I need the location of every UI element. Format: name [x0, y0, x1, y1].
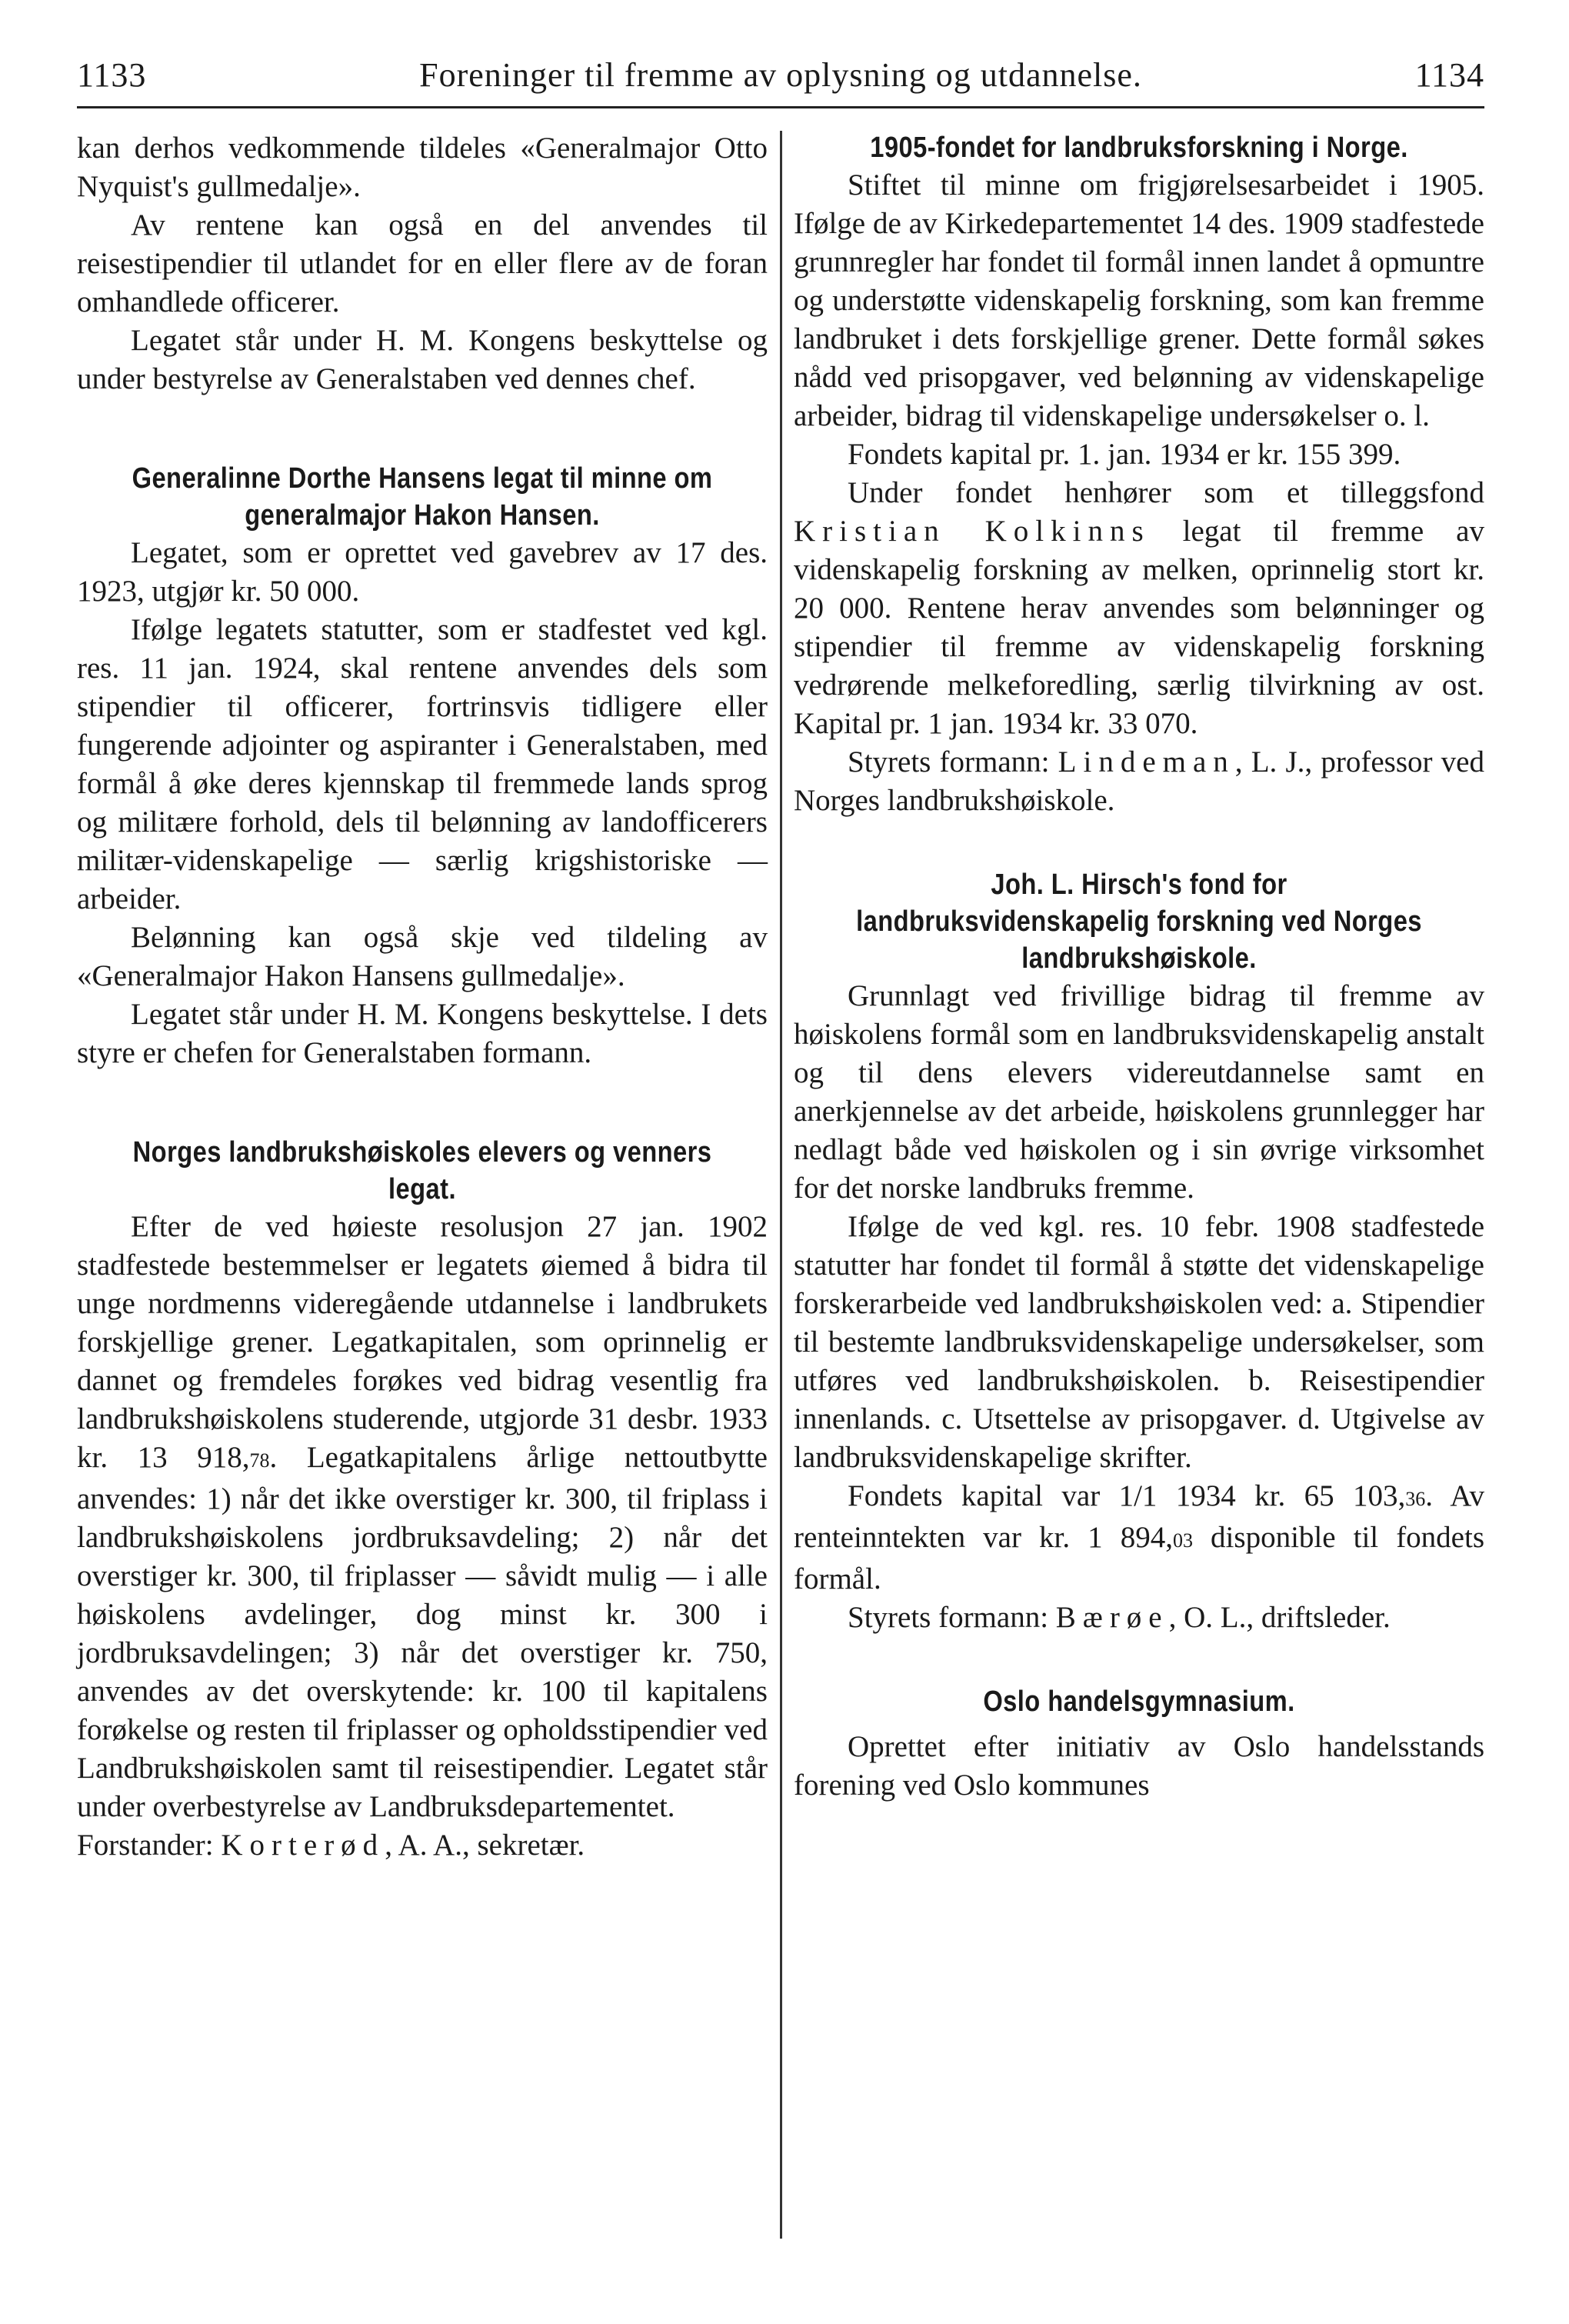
section-heading: Generalinne Dorthe Hansens legat til minne om generalmajor Hakon Hansen.: [132, 462, 713, 532]
paragraph: Legatet står under H. M. Kongens beskyttelse. I dets styre er chefen for Generalstaben formann.: [77, 998, 768, 1069]
paragraph: Legatet, som er oprettet ved gavebrev av 17 des. 1923, utgjør kr. 50 000.: [77, 536, 768, 608]
section-heading: Oslo handelsgymnasium.: [983, 1685, 1295, 1718]
paragraph: Efter de ved høieste resolusjon 27 jan. 1902 stadfestede bestemmelser er legatets øiemed å bidra til unge nordmenns videregående utdannelse i landbrukets forskjellige grener. Legatkapitalen, som oprinnelig er dannet og fremdeles forøkes ved bidrag vesentlig fra landbrukshøiskolens studerende, utgjorde 31 desbr. 1933 kr. 13 918,78. Legatkapitalens årlige nettoutbytte anvendes: 1) når det ikke overstiger kr. 300, til friplass i landbrukshøiskolens jordbruksavdeling; 2) når det overstiger kr. 300, til friplasser — såvidt mulig — i alle høiskolens avdelinger, dog minst kr. 300 i jordbruksavdelingen; 3) når det overstiger kr. 750, anvendes av det overskytende: kr. 100 til kapitalens forøkelse og resten til friplasser og opholdsstipendier ved Landbrukshøiskolen samt til reisestipendier. Legatet står under overbestyrelse av Landbruksdepartementet.: [77, 1210, 768, 1823]
page-header: [77, 55, 1484, 105]
header-rule: [77, 106, 1484, 108]
paragraph: Fondets kapital pr. 1. jan. 1934 er kr. 155 399.: [848, 438, 1401, 471]
page-number-right: 1134: [1414, 56, 1484, 94]
paragraph: Grunnlagt ved frivillige bidrag til fremme av høiskolens formål som en landbruksvidenskapelig anstalt og til dens elevers videreutdannelse samt en anerkjennelse av det arbeide, høiskolens grunnlegger har nedlagt både ved høiskolen og i sin øvrige virksomhet for det norske landbruks fremme.: [794, 979, 1484, 1205]
page-number-left: 1133: [77, 56, 147, 94]
paragraph: Ifølge de ved kgl. res. 10 febr. 1908 stadfestede statutter har fondet til formål å støtte det videnskapelige forskerarbeide ved landbrukshøiskolen ved: a. Stipendier til bestemte landbruksvidenskapelige undersøkelser, som utføres ved landbrukshøiskolen. b. Reisestipendier innenlands. c. Utsettelse av prisopgaver. d. Utgivelse av landbruksvidenskapelige skrifter.: [794, 1210, 1484, 1474]
left-column: [77, 129, 768, 1865]
paragraph: Ifølge legatets statutter, som er stadfestet ved kgl. res. 11 jan. 1924, skal rentene anvendes dels som stipendier til officerer, fortrinsvis tidligere eller fungerende adjointer og aspiranter i Generalstaben, med formål å øke deres kjennskap til fremmede lands sprog og militære forhold, dels til belønning av landofficerers militær-videnskapelige — særlig krigshistoriske — arbeider.: [77, 613, 768, 915]
paragraph: Oprettet efter initiativ av Oslo handelsstands forening ved Oslo kommunes: [794, 1730, 1484, 1802]
paragraph: Styrets formann: Lindeman, L. J., professor ved Norges landbrukshøiskole.: [794, 745, 1484, 817]
paragraph: Styrets formann: Bærøe, O. L., driftsleder.: [848, 1601, 1391, 1634]
paragraph: Av rentene kan også en del anvendes til reisestipendier til utlandet for en eller flere av de foran omhandlede officerer.: [77, 208, 768, 318]
section-heading: Norges landbrukshøiskoles elevers og venners legat.: [132, 1136, 712, 1205]
signature-line: Forstander: Korterød, A. A., sekretær.: [77, 1829, 585, 1862]
paragraph: Under fondet henhører som et tilleggsfond Kristian Kolkinns legat til fremme av videnskapelig forskning av melken, oprinnelig stort kr. 20 000. Rentene herav anvendes som belønninger og stipendier til fremme av videnskapelig forskning vedrørende melkeforedling, særlig tilvirkning av ost. Kapital pr. 1 jan. 1934 kr. 33 070.: [794, 476, 1484, 740]
paragraph: kan derhos vedkommende tildeles «Generalmajor Otto Nyquist's gullmedalje».: [77, 132, 768, 203]
section-heading: 1905-fondet for landbruksforskning i Norge.: [870, 132, 1408, 164]
section-heading: Joh. L. Hirsch's fond for landbruksvidenskapelig forskning ved Norges landbrukshøiskole.: [856, 869, 1422, 975]
column-divider: [780, 131, 782, 2239]
right-column: [794, 129, 1484, 1805]
paragraph: Legatet står under H. M. Kongens beskyttelse og under bestyrelse av Generalstaben ved dennes chef.: [77, 324, 768, 395]
paragraph: Belønning kan også skje ved tildeling av «Generalmajor Hakon Hansens gullmedalje».: [77, 921, 768, 992]
paragraph: Fondets kapital var 1/1 1934 kr. 65 103,36. Av renteinntekten var kr. 1 894,03 disponible til fondets formål.: [794, 1479, 1485, 1595]
paragraph: Stiftet til minne om frigjørelsesarbeidet i 1905. Ifølge de av Kirkedepartementet 14 des. 1909 stadfestede grunnregler har fondet til formål innen landet å opmuntre og understøtte videnskapelig forskning, som kan fremme landbruket i dets forskjellige grener. Dette formål søkes nådd ved prisopgaver, ved belønning av videnskapelige arbeider, bidrag til videnskapelige undersøkelser o. l.: [794, 168, 1484, 432]
running-title: Foreninger til fremme av oplysning og utdannelse.: [419, 56, 1142, 94]
